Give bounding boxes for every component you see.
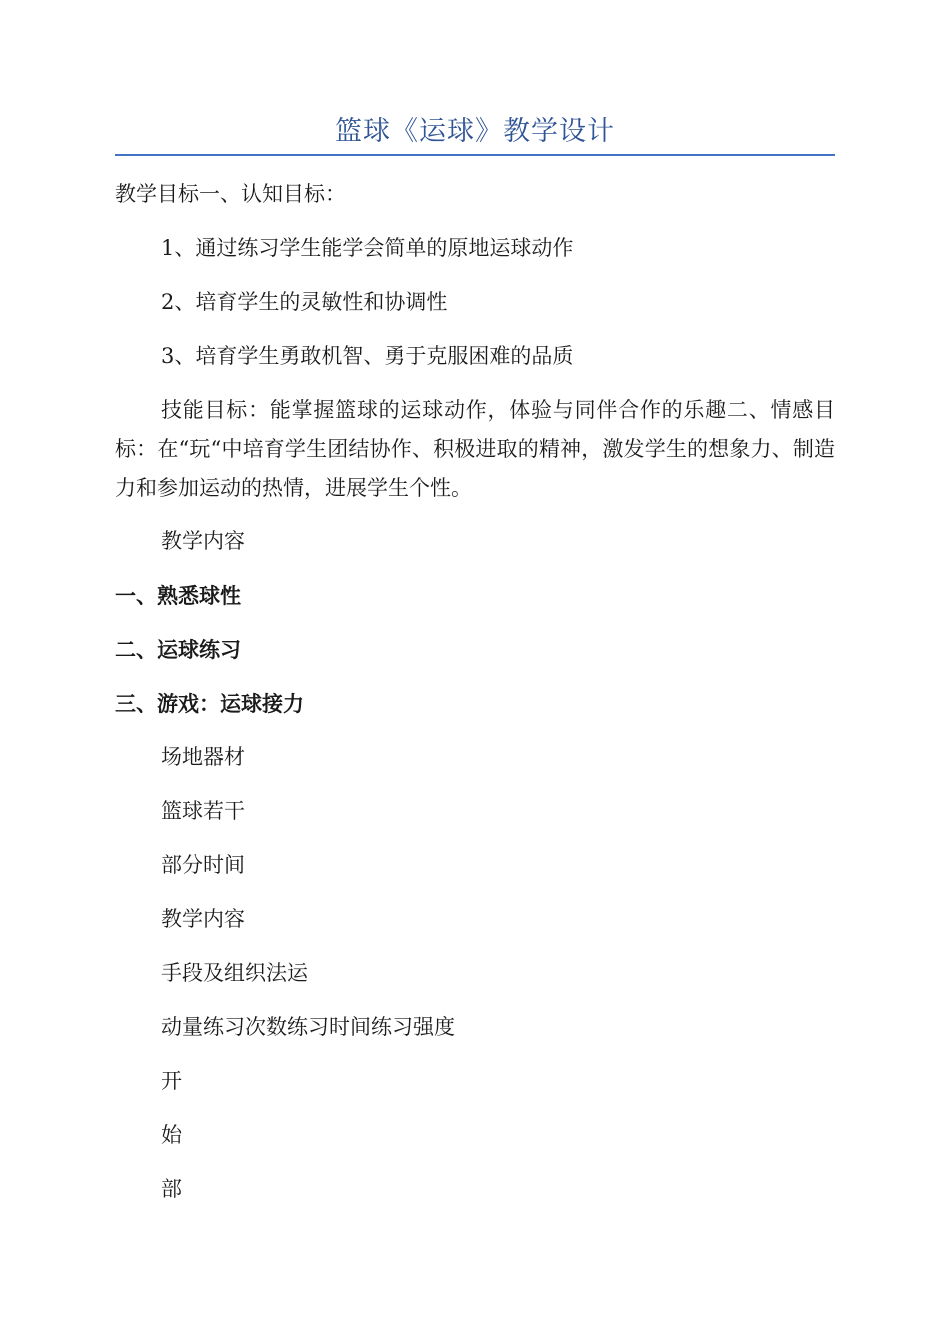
paragraph-goal-2: 2、培育学生的灵敏性和协调性 bbox=[161, 290, 448, 314]
paragraph-basketballs: 篮球若干 bbox=[161, 799, 245, 823]
title-underline bbox=[115, 154, 835, 156]
paragraph-skill-goals: 技能目标：能掌握篮球的运球动作，体验与同伴合作的乐趣二、情感目标：在“玩“中培育学生团结协作、积极进取的精神，激发学生的想象力、制造力和参加运动的热情，进展学生个性。 bbox=[115, 398, 835, 500]
document-title: 篮球《运球》教学设计 bbox=[335, 116, 615, 147]
paragraph-part-time: 部分时间 bbox=[161, 853, 245, 877]
paragraph-char-shi: 始 bbox=[161, 1123, 182, 1147]
paragraph-teaching-content-2: 教学内容 bbox=[161, 907, 245, 931]
section-heading-1: 一、熟悉球性 bbox=[115, 583, 241, 608]
paragraph-char-kai: 开 bbox=[161, 1069, 182, 1093]
section-heading-3: 三、游戏：运球接力 bbox=[115, 691, 304, 716]
paragraph-goal-3: 3、培育学生勇敢机智、勇于克服困难的品质 bbox=[161, 344, 574, 368]
paragraph-char-bu: 部 bbox=[161, 1177, 182, 1201]
paragraph-teaching-content: 教学内容 bbox=[161, 529, 245, 553]
paragraph-goal-1: 1、通过练习学生能学会简单的原地运球动作 bbox=[161, 236, 574, 260]
paragraph-teaching-goals: 教学目标一、认知目标： bbox=[115, 182, 346, 206]
paragraph-venue-equipment: 场地器材 bbox=[161, 745, 245, 769]
paragraph-exercise-load: 动量练习次数练习时间练习强度 bbox=[161, 1015, 455, 1039]
paragraph-methods: 手段及组织法运 bbox=[161, 961, 308, 985]
section-heading-2: 二、运球练习 bbox=[115, 637, 241, 662]
